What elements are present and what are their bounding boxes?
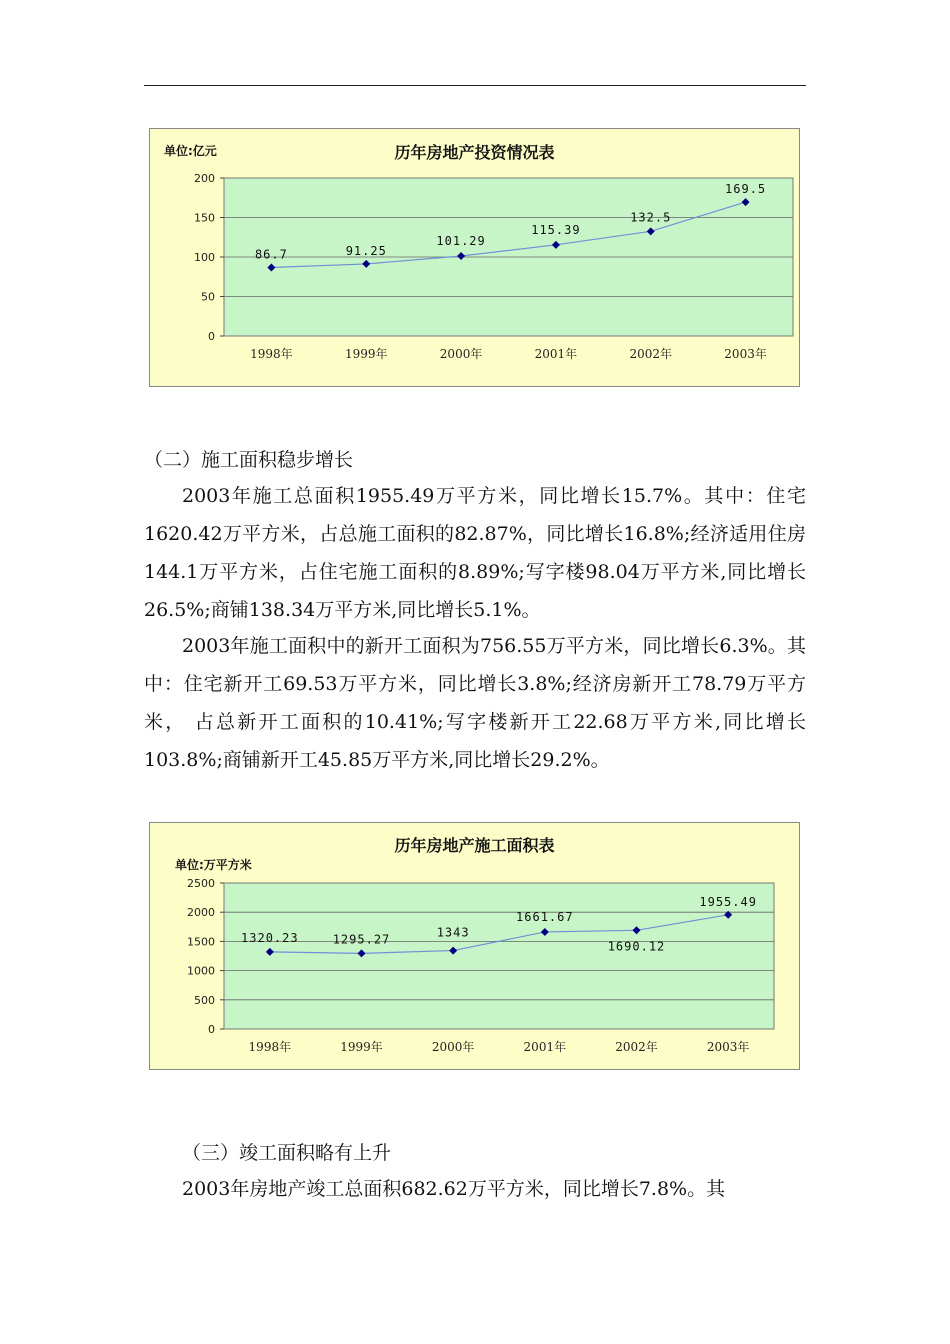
data-label: 115.39 (531, 222, 581, 237)
section-heading-3: （三）竣工面积略有上升 (182, 1142, 392, 1164)
x-tick-label: 2000年 (431, 1040, 475, 1054)
y-tick-label: 100 (194, 251, 215, 264)
x-tick-label: 2001年 (534, 347, 578, 361)
data-label: 132.5 (630, 210, 672, 225)
x-tick-label: 1999年 (340, 1040, 383, 1054)
paragraph: 2003年施工总面积1955.49万平方米，同比增长15.7%。其中：住宅1620.42万平方米，占总施工面积的82.87%，同比增长16.8%;经济适用住房144.1万平方米，占住宅施工面积的8.89%;写字楼98.04万平方米,同比增长26.5%;商铺138.34万平方米,同比增长5.1%。 (144, 485, 806, 621)
chart-title: 历年房地产投资情况表 (394, 143, 555, 162)
x-tick-label: 2002年 (615, 1040, 658, 1054)
construction-area-chart-plot (150, 823, 799, 1069)
data-label: 169.5 (725, 182, 767, 197)
chart-title: 历年房地产施工面积表 (394, 836, 555, 855)
x-tick-label: 2003年 (706, 1040, 750, 1054)
y-tick-label: 500 (194, 993, 215, 1007)
y-tick-label: 1500 (187, 935, 215, 949)
data-label: 1661.67 (516, 909, 574, 924)
y-tick-label: 1000 (187, 964, 215, 978)
chart-unit-label: 单位:亿元 (164, 144, 217, 158)
x-tick-label: 1998年 (248, 1040, 292, 1054)
section-heading-2: （二）施工面积稳步增长 (144, 449, 354, 471)
y-tick-label: 0 (208, 330, 215, 343)
y-tick-label: 2500 (187, 877, 215, 890)
data-label: 101.29 (436, 233, 486, 248)
x-tick-label: 2003年 (724, 347, 767, 361)
x-tick-label: 2000年 (439, 347, 483, 361)
data-label: 86.7 (254, 247, 288, 262)
x-tick-label: 1998年 (250, 347, 293, 361)
construction-area-chart (149, 822, 800, 1070)
data-label: 1690.12 (607, 939, 666, 954)
data-label: 1955.49 (699, 894, 757, 909)
data-label: 91.25 (345, 243, 387, 258)
plot-area (224, 883, 774, 1029)
paragraph: 2003年施工面积中的新开工面积为756.55万平方米，同比增长6.3%。其中：住宅新开工69.53万平方米，同比增长3.8%;经济房新开工78.79万平方米， 占总新开工面积的10.41%;写字楼新开工22.68万平方米,同比增长103.8%;商铺新开工45.85万平方米,同比增长29.2%。 (144, 635, 806, 771)
x-tick-label: 1999年 (344, 347, 388, 361)
y-tick-label: 200 (194, 172, 215, 185)
y-tick-label: 2000 (187, 906, 215, 920)
investment-chart (149, 128, 800, 387)
x-tick-label: 2001年 (523, 1040, 567, 1054)
x-tick-label: 2002年 (629, 347, 673, 361)
chart-unit-label: 单位:万平方米 (175, 858, 252, 872)
investment-chart-plot (150, 129, 799, 386)
paragraph: 2003年房地产竣工总面积682.62万平方米，同比增长7.8%。其 (182, 1178, 726, 1200)
header-rule (144, 85, 806, 86)
y-tick-label: 0 (208, 1023, 215, 1036)
data-label: 1320.23 (241, 930, 299, 945)
y-tick-label: 150 (194, 211, 215, 225)
data-label: 1343 (436, 925, 470, 940)
data-label: 1295.27 (332, 932, 391, 947)
y-tick-label: 50 (201, 290, 215, 304)
